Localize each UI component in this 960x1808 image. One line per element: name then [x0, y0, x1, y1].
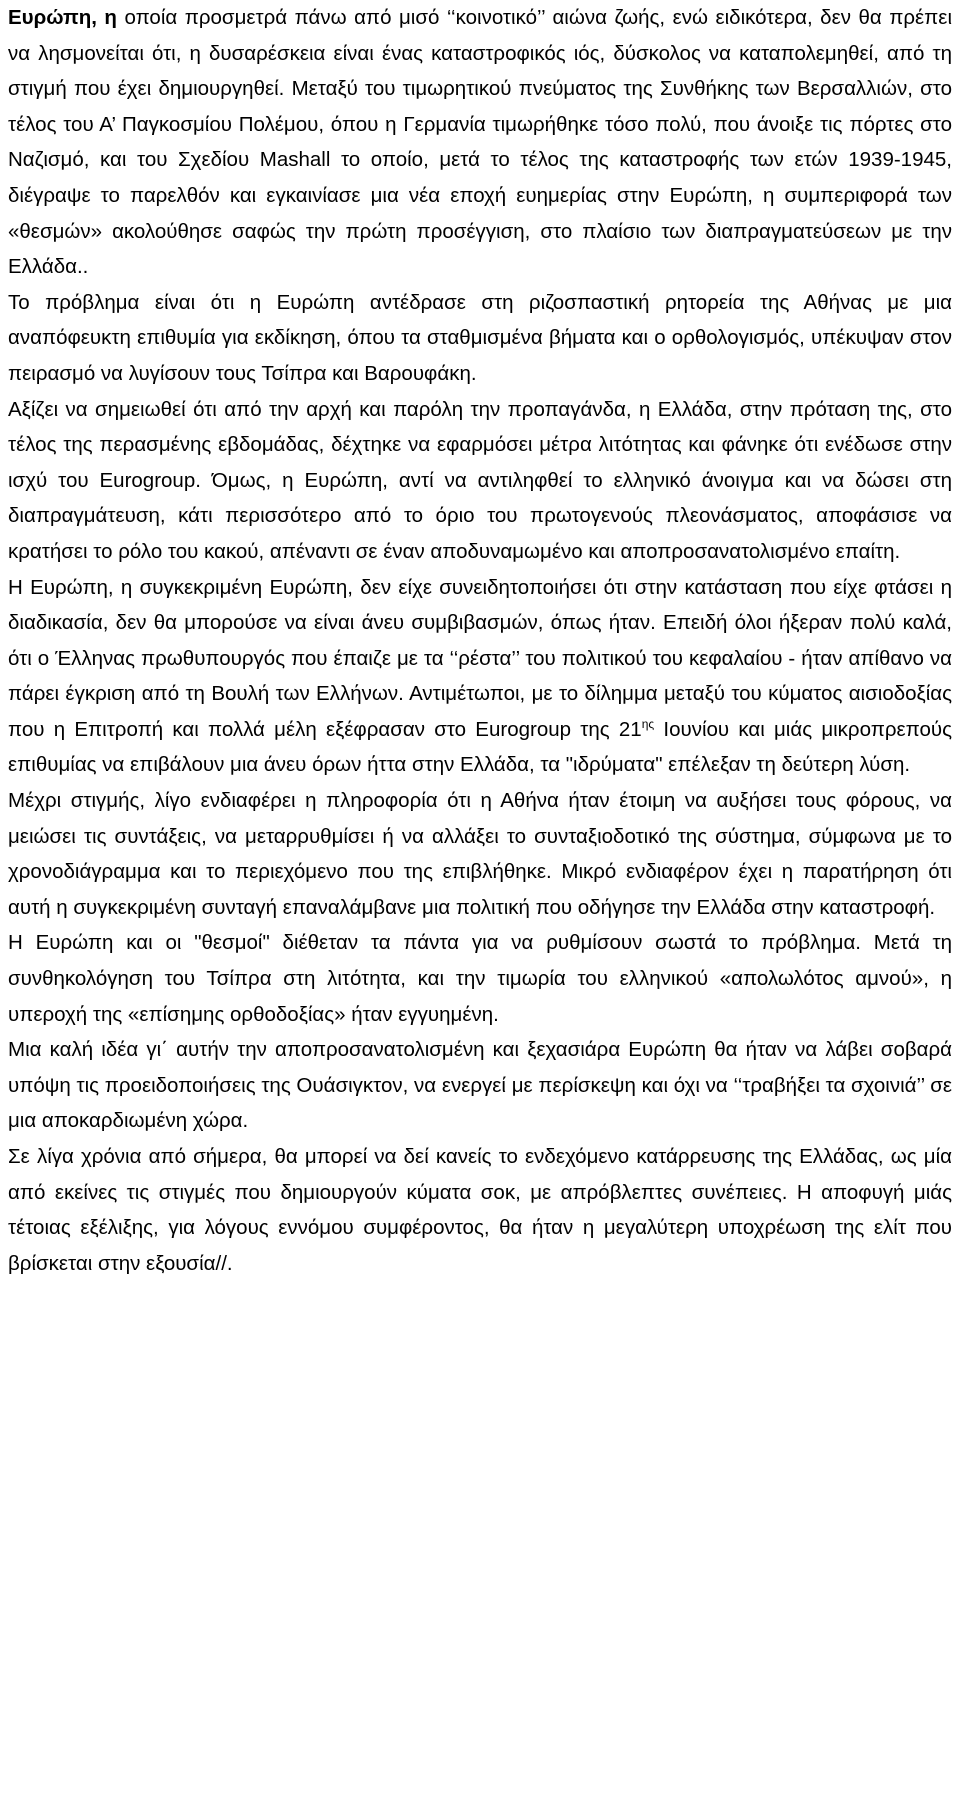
paragraph-text: Η Ευρώπη, η συγκεκριμένη Ευρώπη, δεν είχε συνειδητοποιήσει ότι στην κατάσταση που είχε φτάσει η διαδικασία, δεν θα μπορούσε να είναι άνευ συμβιβασμών, όπως ήταν. Επειδή όλοι ήξεραν πολύ καλά, ότι ο Έλληνας πρωθυπουργός που έπαιζε με τα ‘‘ρέστα’’ του πολιτικού του κεφαλαίου - ήταν απίθανο να πάρει έγκριση από τη Βουλή των Ελλήνων. Αντιμέτωποι, με το δίλημμα μεταξύ του κύματος αισιοδοξίας που η Επιτροπή και πολλά μέλη εξέφρασαν στο Eurogroup της 21	[8, 575, 952, 741]
paragraph-text: Αξίζει να σημειωθεί ότι από την αρχή και παρόλη την προπαγάνδα, η Ελλάδα, στην πρόταση της, στο τέλος της περασμένης εβδομάδας, δέχτηκε να εφαρμόσει μέτρα λιτότητας και φάνηκε ότι ενέδωσε στην ισχύ του Eurogroup. Όμως, η Ευρώπη, αντί να αντιληφθεί το ελληνικό άνοιγμα και να δώσει στη διαπραγμάτευση, κάτι περισσότερο από το όριο του πρωτογενούς πλεονάσματος, αποφάσισε να κρατήσει το ρόλο του κακού, απέναντι σε έναν αποδυναμωμένο και αποπροσανατολισμένο επαίτη.	[8, 397, 952, 563]
paragraph-1	[8, 0, 952, 285]
paragraph-text: Μέχρι στιγμής, λίγο ενδιαφέρει η πληροφορία ότι η Αθήνα ήταν έτοιμη να αυξήσει τους φόρους, να μειώσει τις συντάξεις, να μεταρρυθμίσει ή να αλλάξει το συνταξιοδοτικό της σύστημα, σύμφωνα με το χρονοδιάγραμμα και το περιεχόμενο που της επιβλήθηκε. Μικρό ενδιαφέρον έχει η παρατήρηση ότι αυτή η συγκεκριμένη συνταγή επαναλάμβανε μια πολιτική που οδήγησε την Ελλάδα στην καταστροφή.	[8, 789, 952, 919]
paragraph-3	[8, 392, 952, 570]
paragraph-6	[8, 925, 952, 1032]
paragraph-text: Το πρόβλημα είναι ότι η Ευρώπη αντέδρασε στη ριζοσπαστική ρητορεία της Αθήνας με μια αναπόφευκτη επιθυμία για εκδίκηση, όπου τα σταθμισμένα βήματα και ο ορθολογισμός, υπέκυψαν στον πειρασμό να λυγίσουν τους Τσίπρα και Βαρουφάκη.	[8, 290, 952, 385]
paragraph-4	[8, 570, 952, 784]
paragraph-text: Η Ευρώπη και οι "θεσμοί" διέθεταν τα πάντα για να ρυθμίσουν σωστά το πρόβλημα. Μετά τη συνθηκολόγηση του Τσίπρα στη λιτότητα, και την τιμωρία του ελληνικού «απολωλότος αμνού», η υπεροχή της «επίσημης ορθοδοξίας» ήταν εγγυημένη.	[8, 931, 952, 1026]
paragraph-2	[8, 285, 952, 392]
paragraph-text: Σε λίγα χρόνια από σήμερα, θα μπορεί να δεί κανείς το ενδεχόμενο κατάρρευσης της Ελλάδας, ως μία από εκείνες τις στιγμές που δημιουργούν κύματα σοκ, με απρόβλεπτες συνέπειες. Η αποφυγή μιάς τέτοιας εξέλιξης, για λόγους εννόμου συμφέροντος, θα ήταν η μεγαλύτερη υποχρέωση της ελίτ που βρίσκεται στην εξουσία//.	[8, 1145, 952, 1275]
paragraph-text-tail: Ιουνίου και μιάς μικροπρεπούς επιθυμίας να επιβάλουν μια άνευ όρων ήττα στην Ελλάδα, τα "ιδρύματα" επέλεξαν τη δεύτερη λύση.	[8, 717, 952, 777]
paragraph-7	[8, 1032, 952, 1139]
paragraph-text: Μια καλή ιδέα γι΄ αυτήν την αποπροσανατολισμένη και ξεχασιάρα Ευρώπη θα ήταν να λάβει σοβαρά υπόψη τις προειδοποιήσεις της Ουάσιγκτον, να ενεργεί με περίσκεψη και όχι να ‘‘τραβήξει τα σχοινιά’’ σε μια αποκαρδιωμένη χώρα.	[8, 1038, 952, 1133]
ordinal-superscript: ης	[641, 717, 655, 732]
paragraph-lead: Ευρώπη, η	[8, 6, 117, 29]
paragraph-text: οποία προσμετρά πάνω από μισό ‘‘κοινοτικό’’ αιώνα ζωής, ενώ ειδικότερα, δεν θα πρέπει να λησμονείται ότι, η δυσαρέσκεια είναι ένας καταστροφικός ιός, δύσκολος να καταπολεμηθεί, από τη στιγμή που έχει δημιουργηθεί. Μεταξύ του τιμωρητικού πνεύματος της Συνθήκης των Βερσαλλιών, στο τέλος του Α’ Παγκοσμίου Πολέμου, όπου η Γερμανία τιμωρήθηκε τόσο πολύ, που άνοιξε τις πόρτες στο Ναζισμό, και του Σχεδίου Mashall το οποίο, μετά το τέλος της καταστροφής των ετών 1939-1945, διέγραψε το παρελθόν και εγκαινίασε μια νέα εποχή ευημερίας στην Ευρώπη, η συμπεριφορά των «θεσμών» ακολούθησε σαφώς την πρώτη προσέγγιση, στο πλαίσιο των διαπραγματεύσεων με την Ελλάδα..	[8, 6, 953, 279]
paragraph-5	[8, 783, 952, 925]
paragraph-8	[8, 1139, 952, 1281]
